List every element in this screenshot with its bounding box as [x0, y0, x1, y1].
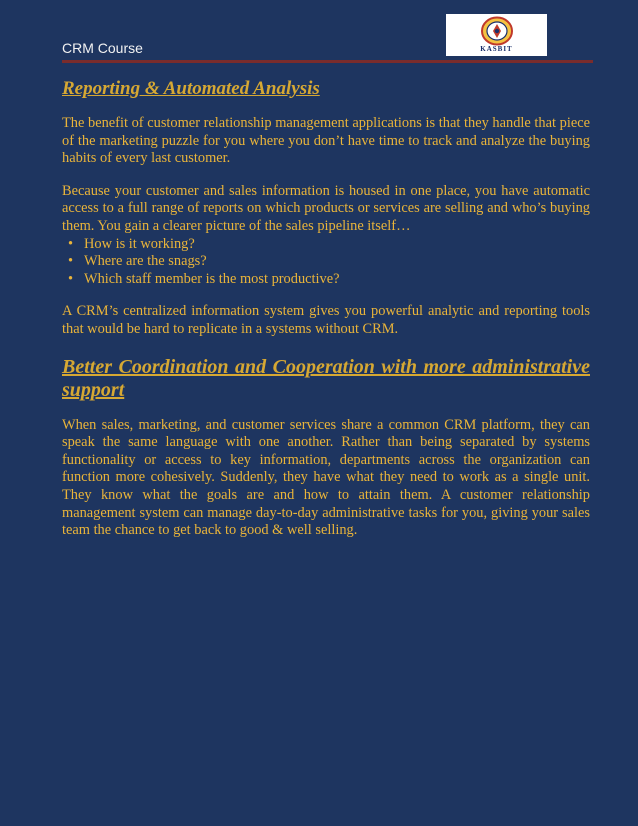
section-heading-coordination: Better Coordination and Cooperation with more administrative support [62, 355, 590, 401]
header-title: CRM Course [62, 40, 143, 56]
paragraph-benefit: The benefit of customer relationship management applications is that they handle that piece of the marketing puzzle for you where you don’t have time to track and analyze the buying habits of every last customer. [62, 115, 590, 167]
question-list [62, 236, 590, 289]
main-content [62, 78, 590, 540]
seal-icon [480, 16, 514, 46]
list-item: • How is it working? [62, 236, 590, 254]
logo-text: KASBIT [480, 45, 513, 53]
header-rule [62, 60, 593, 63]
section-heading-reporting: Reporting & Automated Analysis [62, 78, 320, 99]
paragraph-customer-info: Because your customer and sales information is housed in one place, you have automatic access to a full range of reports on which products or services are selling and who’s buying them. You gain a clearer picture of the sales pipeline itself… [62, 182, 590, 234]
paragraph-centralized-system: A CRM’s centralized information system gives you powerful analytic and reporting tools that would be hard to replicate in a systems without CRM. [62, 303, 590, 337]
paragraph-shared-platform: When sales, marketing, and customer services share a common CRM platform, they can speak the same language with one another. Rather than being separated by systems functionality or access to key information, departments across the organization can function more cohesively. Suddenly, they have what they need to work as a single unit. They know what the goals are and how to attain them. A customer relationship management system can manage day-to-day administrative tasks for you, giving your sales team the chance to get back to good & well selling. [62, 416, 590, 539]
list-item: • Which staff member is the most productive? [62, 271, 590, 289]
kasbit-logo [446, 14, 547, 56]
list-item: • Where are the snags? [62, 253, 590, 271]
